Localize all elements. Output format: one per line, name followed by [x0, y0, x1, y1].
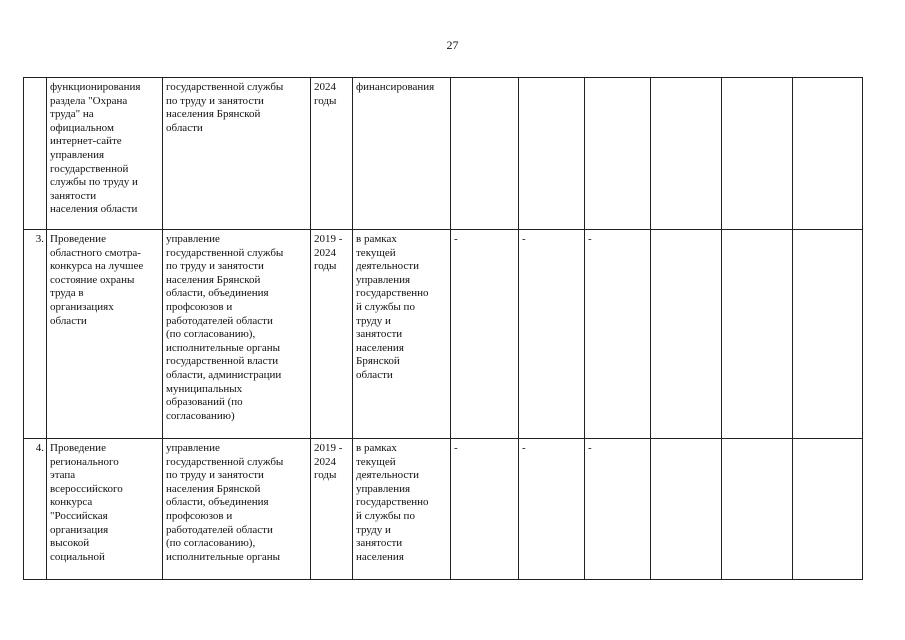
executors-cell	[163, 230, 311, 439]
value-cell: -	[585, 230, 651, 439]
table-row	[24, 439, 863, 580]
period-cell	[311, 439, 353, 580]
value-cell: -	[585, 439, 651, 580]
activity-name-cell	[47, 230, 163, 439]
page-number: 27	[446, 38, 459, 52]
value-cell: -	[519, 230, 585, 439]
row-number: 3.	[24, 230, 47, 439]
value-cell	[722, 230, 793, 439]
table-row	[24, 78, 863, 230]
value-cell	[651, 78, 722, 230]
value-cell: -	[519, 439, 585, 580]
period-cell	[311, 78, 353, 230]
value-cell	[793, 439, 863, 580]
period-cell	[311, 230, 353, 439]
value-cell	[651, 230, 722, 439]
activity-name-cell	[47, 78, 163, 230]
value-cell	[519, 78, 585, 230]
funding-source: в рамках текущей деятельности управления государственно й службы по труду и занятости населения Брянской области	[356, 233, 429, 381]
value-cell	[651, 439, 722, 580]
value-cell	[793, 230, 863, 439]
activity-name: Проведение областного смотра- конкурса на лучшее состояние охраны труда в организациях области	[50, 233, 144, 327]
value-cell	[585, 78, 651, 230]
value-cell: -	[451, 230, 519, 439]
value-cell	[793, 78, 863, 230]
period: 2019 - 2024 годы	[314, 233, 343, 273]
executors-cell	[163, 78, 311, 230]
executors: управление государственной службы по труду и занятости населения Брянской области, объединения профсоюзов и работодателей области (по согласованию), исполнительные органы	[166, 442, 284, 563]
activity-name-cell	[47, 439, 163, 580]
funding-source: в рамках текущей деятельности управления государственно й службы по труду и занятости населения	[356, 442, 429, 563]
executors: государственной службы по труду и занятости населения Брянской области	[166, 81, 284, 134]
activity-plan-table	[23, 77, 863, 580]
funding-source-cell	[353, 439, 451, 580]
value-cell	[451, 78, 519, 230]
period: 2019 - 2024 годы	[314, 442, 343, 482]
value-cell: -	[451, 439, 519, 580]
activity-name: Проведение регионального этапа всероссийского конкурса "Российская организация высокой социальной	[50, 442, 123, 563]
row-number	[24, 78, 47, 230]
activity-name: функционирования раздела "Охрана труда" на официальном интернет-сайте управления государственной службы по труду и занятости населения области	[50, 81, 141, 216]
executors-cell	[163, 439, 311, 580]
funding-source: финансирования	[356, 81, 435, 93]
value-cell	[722, 78, 793, 230]
row-number: 4.	[24, 439, 47, 580]
funding-source-cell	[353, 78, 451, 230]
period: 2024 годы	[314, 81, 337, 107]
executors: управление государственной службы по труду и занятости населения Брянской области, объединения профсоюзов и работодателей области (по согласованию), исполнительные органы государственной власти области, администрации муниципальных образований (по согласованию)	[166, 233, 284, 422]
value-cell	[722, 439, 793, 580]
table-row	[24, 230, 863, 439]
funding-source-cell	[353, 230, 451, 439]
